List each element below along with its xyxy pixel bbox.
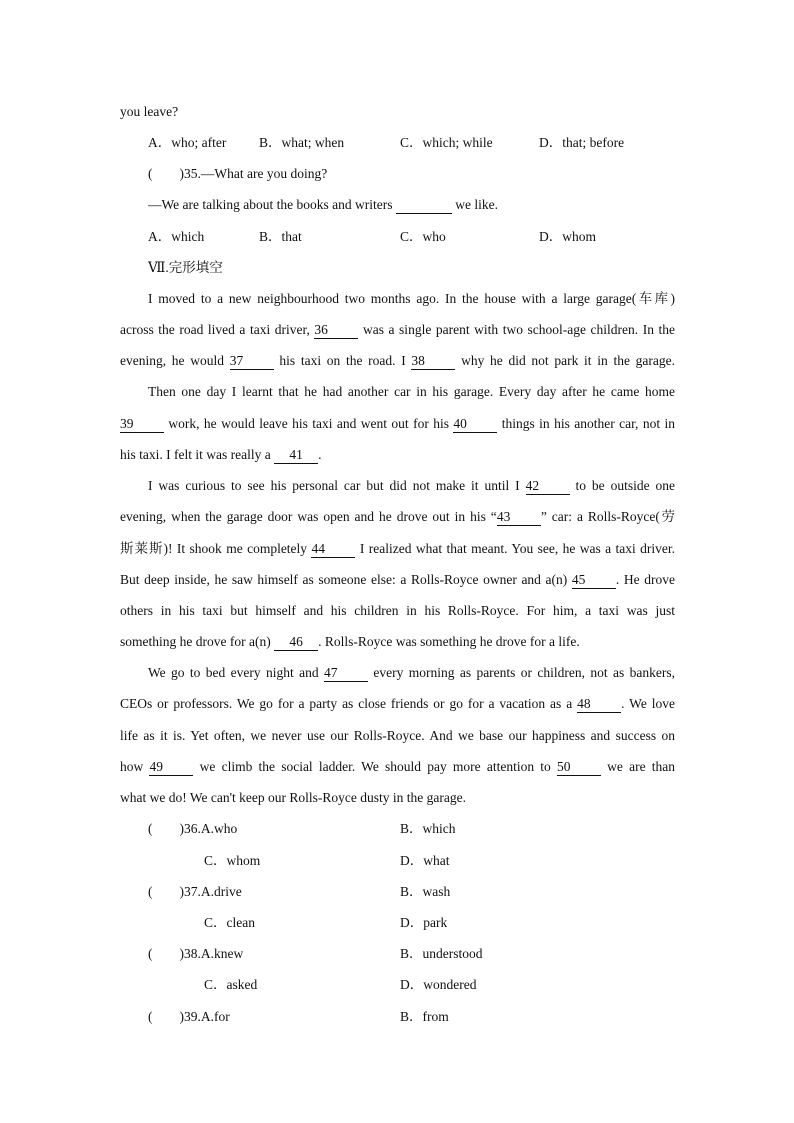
passage-line <box>120 694 675 714</box>
passage-line <box>120 414 675 434</box>
passage-line <box>120 351 675 371</box>
passage-text: We go to bed every night and <box>148 665 324 680</box>
cloze-blank-46: 46 <box>274 634 318 651</box>
q37-option-d: D．park <box>400 915 448 930</box>
q35-option-d: D．whom <box>539 229 596 244</box>
passage-text: others in his taxi but himself and his children in his Rolls-Royce. For him, a taxi was just <box>120 603 675 618</box>
cloze-blank-43: 43 <box>497 509 541 526</box>
q38-option-c: C．asked <box>204 977 258 992</box>
passage-text: how <box>120 759 150 774</box>
passage-text: I was curious to see his personal car but did not make it until I <box>148 478 526 493</box>
passage-text: . Rolls-Royce was something he drove for a life. <box>318 634 580 649</box>
q34-option-a: A．who; after <box>148 135 227 150</box>
q37-option-b: B．wash <box>400 884 451 899</box>
passage-text: I realized what that meant. You see, he was a taxi driver. <box>355 541 676 556</box>
passage-text: we climb the social ladder. We should pay more attention to <box>193 759 557 774</box>
passage-text: . <box>318 447 322 462</box>
passage-text: to be outside one <box>569 478 675 493</box>
passage-line <box>120 382 675 402</box>
q36-option-c: C．whom <box>204 853 261 868</box>
q34-option-c: C．which; while <box>400 135 493 150</box>
passage-text: Then one day I learnt that he had another car in his garage. Every day after he came home <box>148 384 675 399</box>
passage-text: was a single parent with two school-age children. In the <box>358 322 675 337</box>
passage-text: ” car: a Rolls-Royce(劳 <box>540 509 675 524</box>
passage-line <box>120 570 675 590</box>
passage-line <box>120 632 580 652</box>
q35-option-b: B．that <box>259 229 302 244</box>
passage-text: his taxi on the road. I <box>273 353 412 368</box>
q38-option-b: B．understood <box>400 946 483 961</box>
cloze-blank-40: 40 <box>453 416 497 433</box>
passage-line <box>120 726 675 746</box>
cloze-blank-39: 39 <box>120 416 164 433</box>
passage-text: his taxi. I felt it was really a <box>120 447 275 462</box>
passage-line <box>120 601 675 621</box>
passage-line <box>120 320 675 340</box>
passage-text: 斯莱斯)! It shook me completely <box>120 541 312 556</box>
q37-option-c: C．clean <box>204 915 255 930</box>
passage-line <box>120 289 675 309</box>
passage-text: work, he would leave his taxi and went out for his <box>164 416 454 431</box>
passage-text: why he did not park it in the garage. <box>455 353 675 368</box>
cloze-blank-41: 41 <box>274 447 318 464</box>
passage-text: life as it is. Yet often, we never use our Rolls-Royce. And we base our happiness and success on <box>120 728 675 743</box>
q34-tail: you leave? <box>120 104 179 119</box>
q34-option-d: D．that; before <box>539 135 625 150</box>
answer-paren: ( ) <box>148 166 184 181</box>
section-title: Ⅶ.完形填空 <box>148 260 223 275</box>
passage-line <box>120 476 675 496</box>
passage-text: what we do! We can't keep our Rolls-Royce dusty in the garage. <box>120 790 466 805</box>
passage-text: things in his another car, not in <box>497 416 675 431</box>
passage-text: evening, when the garage door was open and he drove out in his “ <box>120 509 497 524</box>
answer-blank <box>396 197 452 214</box>
passage-line <box>120 788 466 808</box>
passage-line <box>120 539 675 559</box>
passage-text: . We love <box>621 696 675 711</box>
q36-option-b: B．which <box>400 821 456 836</box>
q39-option-b: B．from <box>400 1009 449 1024</box>
q36-option-d: D．what <box>400 853 450 868</box>
passage-line <box>120 663 675 683</box>
cloze-blank-44: 44 <box>311 541 355 558</box>
cloze-blank-48: 48 <box>577 696 621 713</box>
passage-text: we are than <box>600 759 676 774</box>
cloze-blank-36: 36 <box>314 322 358 339</box>
passage-line <box>120 757 675 777</box>
cloze-blank-37: 37 <box>230 353 274 370</box>
passage-line <box>120 445 321 465</box>
q35-answer: —We are talking about the books and writers we like. <box>148 197 498 212</box>
passage-text: I moved to a new neighbourhood two months ago. In the house with a large garage(车库) <box>148 291 675 306</box>
cloze-blank-38: 38 <box>411 353 455 370</box>
q35-prompt: ( )35.—What are you doing? <box>148 166 328 181</box>
cloze-blank-45: 45 <box>572 572 616 589</box>
cloze-blank-47: 47 <box>324 665 368 682</box>
passage-text: But deep inside, he saw himself as someone else: a Rolls-Royce owner and a(n) <box>120 572 572 587</box>
q38-label: ( )38.A.knew <box>148 946 244 961</box>
passage-line <box>120 507 675 527</box>
passage-text: across the road lived a taxi driver, <box>120 322 315 337</box>
passage-text: evening, he would <box>120 353 230 368</box>
q35-option-a: A．which <box>148 229 205 244</box>
cloze-blank-50: 50 <box>557 759 601 776</box>
passage-text: something he drove for a(n) <box>120 634 275 649</box>
q34-option-b: B．what; when <box>259 135 345 150</box>
cloze-blank-42: 42 <box>526 478 570 495</box>
passage-text: . He drove <box>615 572 675 587</box>
q37-label: ( )37.A.drive <box>148 884 242 899</box>
cloze-blank-49: 49 <box>149 759 193 776</box>
passage-text: every morning as parents or children, not as bankers, <box>367 665 675 680</box>
q36-label: ( )36.A.who <box>148 821 238 836</box>
q38-option-d: D．wondered <box>400 977 477 992</box>
passage-text: CEOs or professors. We go for a party as close friends or go for a vacation as a <box>120 696 578 711</box>
q35-option-c: C．who <box>400 229 446 244</box>
q39-label: ( )39.A.for <box>148 1009 230 1024</box>
